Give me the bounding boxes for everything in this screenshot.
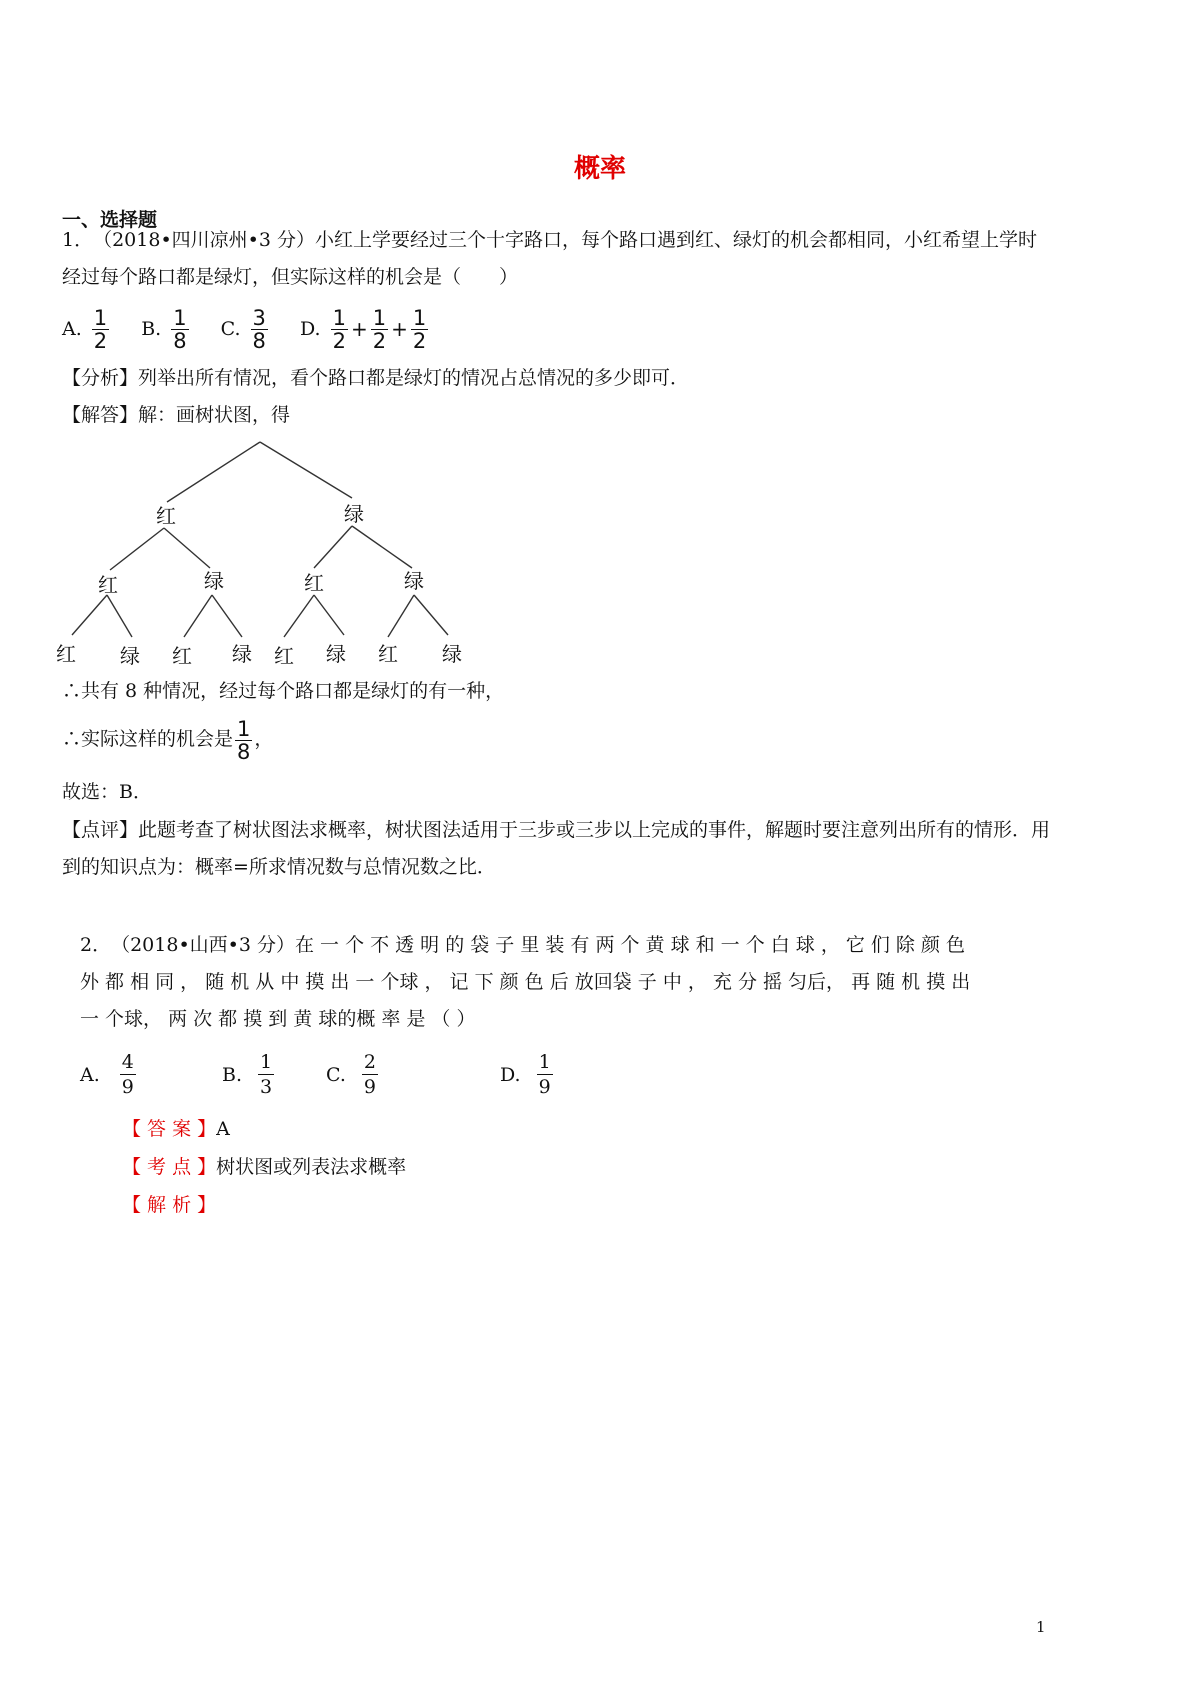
tree-node-l3-0: 红	[56, 642, 76, 666]
tree-node-l2-0: 红	[98, 573, 118, 597]
tree-node-l3-1: 绿	[120, 644, 140, 668]
q1-comment-line1: 【点评】此题考查了树状图法求概率，树状图法适用于三步或三步以上完成的事件，解题时要注意列出所有的情形．用	[62, 819, 1051, 841]
q1-line2: 经过每个路口都是绿灯，但实际这样的机会是（ ）	[62, 266, 519, 288]
q2-option-b: B. $\frac{1}{3}$	[222, 1051, 273, 1098]
tree-diagram	[52, 440, 492, 670]
tree-node-l3-4: 红	[274, 644, 294, 668]
q1-option-b: B. $\frac{1}{8}$	[141, 305, 187, 353]
q2-point: 【 考 点 】树状图或列表法求概率	[122, 1156, 407, 1178]
fraction: $\frac{2}{9}$	[363, 1051, 376, 1098]
tree-node-l2-2: 红	[304, 571, 324, 595]
fraction: $\frac{1}{2}$	[93, 305, 108, 353]
tree-node-l3-2: 红	[172, 644, 192, 668]
tree-node-l3-6: 红	[378, 642, 398, 666]
fraction: $\frac{1}{9}$	[538, 1051, 551, 1098]
fraction: $\frac{1}{8}$	[173, 305, 187, 353]
q2-line1: 2． （2018•山西•3 分）在 一 个 不 透 明 的 袋 子 里 装 有 两 个 黄 球 和 一 个 白 球 ， 它 们 除 颜 色	[80, 934, 966, 956]
tree-node-l3-3: 绿	[232, 642, 252, 666]
q2-line3: 一 个球， 两 次 都 摸 到 黄 球的概 率 是 （ ）	[80, 1008, 476, 1030]
fraction: $\frac{1}{2}$	[332, 305, 346, 353]
q1-choice: 故选：B．	[62, 781, 152, 803]
tree-node-l2-1: 绿	[204, 569, 224, 593]
q2-line2: 外 都 相 同 ， 随 机 从 中 摸 出 一 个球 ， 记 下 颜 色 后 放回袋 子 中 ， 充 分 摇 匀后， 再 随 机 摸 出	[80, 971, 971, 993]
q1-answer-intro: 【解答】解：画树状图，得	[62, 404, 291, 426]
page-title: 概率	[573, 154, 626, 184]
q2-analysis: 【 解 析 】	[122, 1194, 217, 1216]
fraction: $\frac{1}{8}$	[237, 716, 251, 764]
fraction: $\frac{3}{8}$	[252, 305, 266, 353]
q2-option-c: C. $\frac{2}{9}$	[326, 1051, 376, 1098]
tree-node-l3-7: 绿	[442, 642, 462, 666]
tree-node-l1-0: 红	[156, 504, 176, 528]
fraction: $\frac{1}{2}$	[372, 305, 387, 353]
tree-node-l3-5: 绿	[326, 642, 346, 666]
page-number: 1	[1036, 1618, 1046, 1636]
q1-comment-line2: 到的知识点为：概率=所求情况数与总情况数之比．	[62, 856, 496, 878]
q2-option-a: A. $\frac{4}{9}$	[80, 1051, 134, 1098]
q2-option-d: D. $\frac{1}{9}$	[500, 1051, 551, 1098]
q1-option-d: D. $\frac{1}{2}$ + $\frac{1}{2}$ + $\frac{1}{2}$	[299, 305, 427, 353]
q1-conclusion1: ∴共有 8 种情况，经过每个路口都是绿灯的有一种，	[62, 680, 505, 702]
fraction: $\frac{4}{9}$	[121, 1051, 134, 1098]
q1-option-c: C. $\frac{3}{8}$	[220, 305, 266, 353]
q2-answer: 【 答 案 】A	[122, 1118, 230, 1140]
q1-conclusion2: ∴实际这样的机会是 $\frac{1}{8}$ ，	[62, 716, 274, 764]
section-heading: 一、选择题	[62, 209, 158, 231]
q1-analysis: 【分析】列举出所有情况，看个路口都是绿灯的情况占总情况的多少即可．	[62, 367, 690, 389]
q1-option-a: A. $\frac{1}{2}$	[62, 305, 108, 353]
tree-node-l2-3: 绿	[404, 569, 424, 593]
q1-options	[62, 305, 454, 353]
fraction: $\frac{1}{3}$	[260, 1051, 273, 1098]
fraction: $\frac{1}{2}$	[412, 305, 427, 353]
q1-line1: 1． （2018•四川凉州•3 分）小红上学要经过三个十字路口，每个路口遇到红、绿灯的机会都相同，小红希望上学时	[62, 229, 1037, 251]
tree-node-l1-1: 绿	[344, 502, 364, 526]
